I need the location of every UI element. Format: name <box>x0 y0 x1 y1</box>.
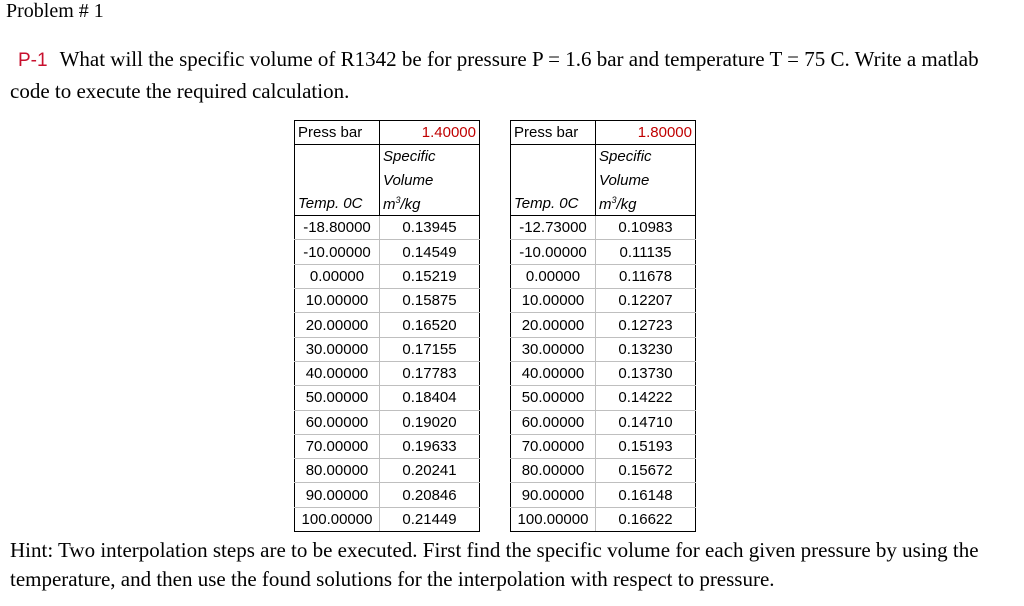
table-row <box>295 240 480 264</box>
problem-text: What will the specific volume of R1342 be for pressure P = 1.6 bar and temperature T = 75 C. Write a matlab code to execute the required calculation. <box>10 47 979 103</box>
specific-volume-cell: 0.13230 <box>596 337 696 361</box>
temperature-cell: -10.00000 <box>295 240 380 264</box>
specific-volume-cell: 0.16148 <box>596 483 696 507</box>
problem-label: P-1 <box>18 50 48 71</box>
temperature-cell: 30.00000 <box>511 337 596 361</box>
specific-volume-cell: 0.16622 <box>596 507 696 531</box>
table-body <box>295 216 480 532</box>
specific-volume-cell: 0.15875 <box>380 289 480 313</box>
table-row <box>295 361 480 385</box>
specific-volume-cell: 0.20241 <box>380 459 480 483</box>
specific-volume-cell: 0.12723 <box>596 313 696 337</box>
pressure-value: 1.80000 <box>596 121 696 145</box>
hint-text: Hint: Two interpolation steps are to be executed. First find the specific volume for each given pressure by using the temperature, and then use the found solutions for the interpolation with respect to pressure. <box>10 538 979 591</box>
specific-volume-cell: 0.17155 <box>380 337 480 361</box>
temperature-cell: 90.00000 <box>295 483 380 507</box>
temperature-cell: 100.00000 <box>295 507 380 531</box>
temperature-cell: 80.00000 <box>511 459 596 483</box>
specific-volume-cell: 0.14222 <box>596 386 696 410</box>
specific-volume-cell: 0.17783 <box>380 361 480 385</box>
pressure-label: Press bar <box>511 121 596 145</box>
table-row <box>511 313 696 337</box>
temperature-cell: 40.00000 <box>295 361 380 385</box>
specific-volume-cell: 0.13945 <box>380 216 480 240</box>
temperature-cell: 0.00000 <box>295 264 380 288</box>
specific-volume-cell: 0.20846 <box>380 483 480 507</box>
table-row <box>511 264 696 288</box>
table-row <box>295 264 480 288</box>
specific-volume-cell: 0.13730 <box>596 361 696 385</box>
table-row <box>511 507 696 531</box>
specific-volume-cell: 0.19020 <box>380 410 480 434</box>
temperature-cell: 90.00000 <box>511 483 596 507</box>
temperature-cell: 50.00000 <box>511 386 596 410</box>
problem-statement <box>10 44 1010 106</box>
table-row <box>295 337 480 361</box>
temperature-cell: 30.00000 <box>295 337 380 361</box>
specific-volume-cell: 0.21449 <box>380 507 480 531</box>
temperature-cell: 20.00000 <box>295 313 380 337</box>
pressure-value: 1.40000 <box>380 121 480 145</box>
temperature-cell: 50.00000 <box>295 386 380 410</box>
table-row <box>295 313 480 337</box>
specific-volume-cell: 0.15219 <box>380 264 480 288</box>
specific-volume-cell: 0.15193 <box>596 434 696 458</box>
table-row <box>295 410 480 434</box>
specific-volume-cell: 0.11678 <box>596 264 696 288</box>
table-row <box>511 459 696 483</box>
temperature-cell: 80.00000 <box>295 459 380 483</box>
table-row <box>295 216 480 240</box>
table-row <box>511 386 696 410</box>
unit-header: $m^3/kg$ <box>380 192 480 216</box>
page-title: Problem # 1 <box>6 0 104 22</box>
temperature-cell: 60.00000 <box>511 410 596 434</box>
table-row <box>511 361 696 385</box>
temperature-cell: 0.00000 <box>511 264 596 288</box>
table-row <box>295 386 480 410</box>
temperature-cell: -12.73000 <box>511 216 596 240</box>
table-row <box>511 337 696 361</box>
specific-volume-cell: 0.16520 <box>380 313 480 337</box>
temperature-cell: 60.00000 <box>295 410 380 434</box>
specific-volume-cell: 0.11135 <box>596 240 696 264</box>
specific-volume-cell: 0.15672 <box>596 459 696 483</box>
specific-volume-cell: 0.18404 <box>380 386 480 410</box>
specific-volume-cell: 0.14710 <box>596 410 696 434</box>
specific-label: Specific <box>596 145 696 169</box>
table-row <box>295 507 480 531</box>
table-row <box>511 240 696 264</box>
table-row <box>511 434 696 458</box>
temperature-cell: -10.00000 <box>511 240 596 264</box>
table-row <box>511 410 696 434</box>
temperature-cell: 40.00000 <box>511 361 596 385</box>
table-row <box>295 459 480 483</box>
temperature-cell: 70.00000 <box>295 434 380 458</box>
table-row <box>295 289 480 313</box>
temperature-cell: 20.00000 <box>511 313 596 337</box>
table-row <box>511 483 696 507</box>
temperature-cell: -18.80000 <box>295 216 380 240</box>
table-row <box>511 216 696 240</box>
table-row <box>295 434 480 458</box>
pressure-label: Press bar <box>295 121 380 145</box>
specific-volume-cell: 0.12207 <box>596 289 696 313</box>
temperature-cell: 10.00000 <box>511 289 596 313</box>
specific-volume-cell: 0.10983 <box>596 216 696 240</box>
table-body <box>511 216 696 532</box>
temperature-cell: 100.00000 <box>511 507 596 531</box>
volume-label: Volume <box>380 169 480 192</box>
table-row <box>295 483 480 507</box>
specific-volume-cell: 0.14549 <box>380 240 480 264</box>
pressure-table-2 <box>510 120 696 532</box>
specific-label: Specific <box>380 145 480 169</box>
temp-header: Temp. 0C <box>295 192 380 216</box>
volume-label: Volume <box>596 169 696 192</box>
temp-header: Temp. 0C <box>511 192 596 216</box>
pressure-table-1 <box>294 120 480 532</box>
temperature-cell: 10.00000 <box>295 289 380 313</box>
table-row <box>511 289 696 313</box>
unit-header: $m^3/kg$ <box>596 192 696 216</box>
specific-volume-cell: 0.19633 <box>380 434 480 458</box>
temperature-cell: 70.00000 <box>511 434 596 458</box>
